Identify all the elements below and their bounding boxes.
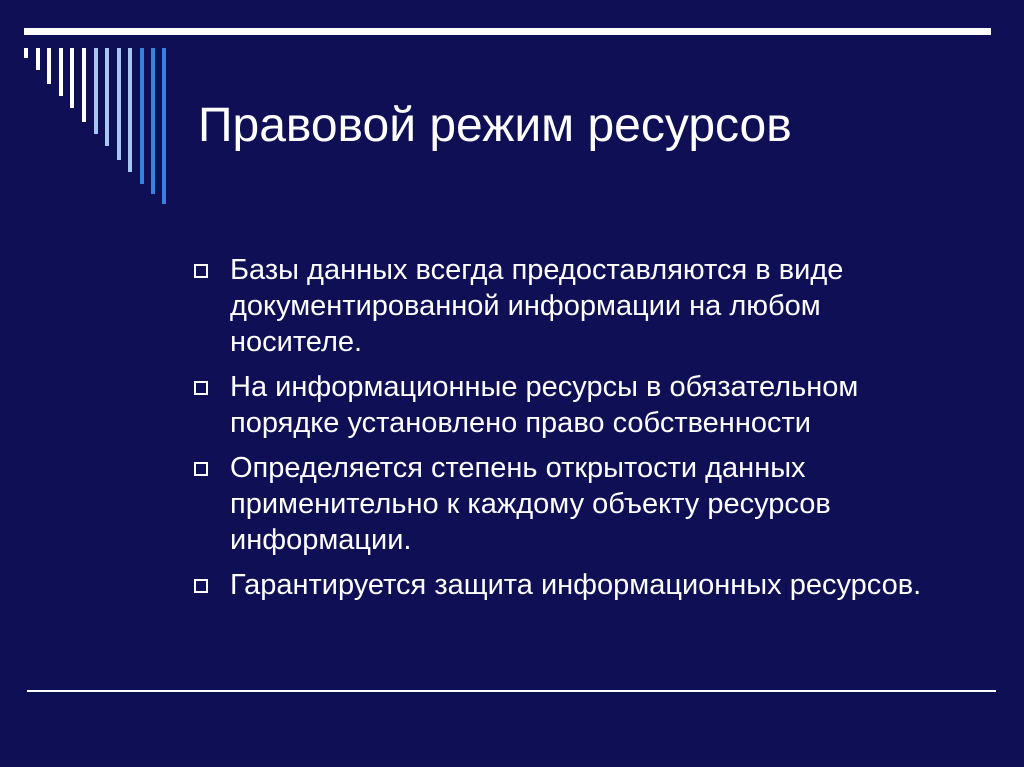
decorative-stripe (105, 48, 109, 146)
decorative-stripe (94, 48, 98, 134)
hollow-square-icon (194, 264, 208, 278)
decorative-stripe (59, 48, 63, 96)
decorative-stripe (24, 48, 28, 58)
list-item (190, 369, 950, 441)
decorative-stripe (47, 48, 51, 84)
decorative-stripes (0, 0, 180, 210)
bullet-text: Определяется степень открытости данных применительно к каждому объекту ресурсов информации. (230, 452, 831, 556)
decorative-stripe (117, 48, 121, 160)
decorative-stripe (162, 48, 166, 204)
bullet-text: Базы данных всегда предоставляются в виде документированной информации на любом носителе. (230, 254, 844, 358)
decorative-stripe (128, 48, 132, 172)
bottom-divider (27, 690, 996, 692)
decorative-stripe (70, 48, 74, 108)
bullet-text: Гарантируется защита информационных ресурсов. (230, 569, 922, 601)
slide-title: Правовой режим ресурсов (198, 99, 792, 152)
hollow-square-icon (194, 381, 208, 395)
decorative-stripe (36, 48, 40, 70)
bullet-list (190, 252, 950, 612)
list-item (190, 252, 950, 360)
decorative-stripe (140, 48, 144, 184)
list-item (190, 450, 950, 558)
hollow-square-icon (194, 579, 208, 593)
decorative-stripe (151, 48, 155, 194)
list-item (190, 567, 950, 603)
hollow-square-icon (194, 462, 208, 476)
bullet-text: На информационные ресурсы в обязательном порядке установлено право собственности (230, 371, 859, 439)
decorative-stripe (82, 48, 86, 122)
